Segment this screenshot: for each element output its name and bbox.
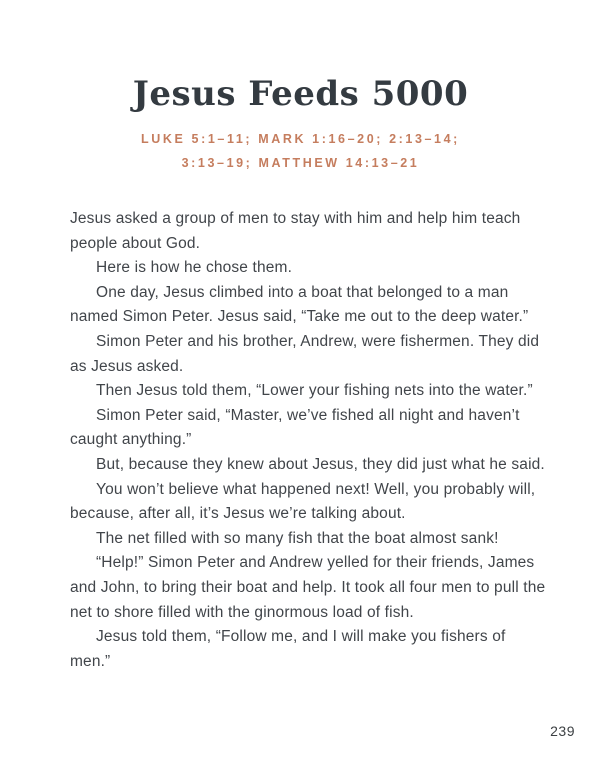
story-paragraph: Jesus told them, “Follow me, and I will make you fishers of men.” (70, 628, 506, 670)
chapter-title: Jesus Feeds 5000 (132, 74, 469, 114)
story-paragraph: Simon Peter and his brother, Andrew, were fishermen. They did as Jesus asked. (70, 332, 540, 375)
story-paragraph: Here is how he chose them. (96, 259, 293, 277)
scripture-reference-line-1: LUKE 5:1–11; MARK 1:16–20; 2:13–14; (141, 132, 460, 146)
chapter-header (0, 74, 601, 175)
story-paragraph: Simon Peter said, “Master, we’ve fished all night and haven’t caught anything.” (70, 406, 520, 449)
story-paragraph: But, because they knew about Jesus, they did just what he said. (96, 455, 545, 473)
scripture-reference-line-2: 3:13–19; MATTHEW 14:13–21 (181, 156, 420, 170)
story-paragraph: Jesus asked a group of men to stay with him and help him teach people about God. (70, 210, 521, 252)
page-number: 239 (550, 723, 575, 739)
scripture-reference (0, 127, 601, 175)
story-text (70, 207, 550, 674)
story-paragraph: You won’t believe what happened next! Well, you probably will, because, after all, it’s Jesus we’re talking about. (70, 480, 536, 523)
story-paragraph: The net filled with so many fish that the boat almost sank! (96, 529, 499, 547)
story-paragraph: Then Jesus told them, “Lower your fishing nets into the water.” (96, 382, 533, 400)
story-paragraph: “Help!” Simon Peter and Andrew yelled for their friends, James and John, to bring their boat and help. It took all four men to pull the net to shore filled with the ginormous load of fish. (70, 554, 546, 621)
story-paragraph: One day, Jesus climbed into a boat that belonged to a man named Simon Peter. Jesus said, “Take me out to the deep water.” (70, 283, 529, 326)
